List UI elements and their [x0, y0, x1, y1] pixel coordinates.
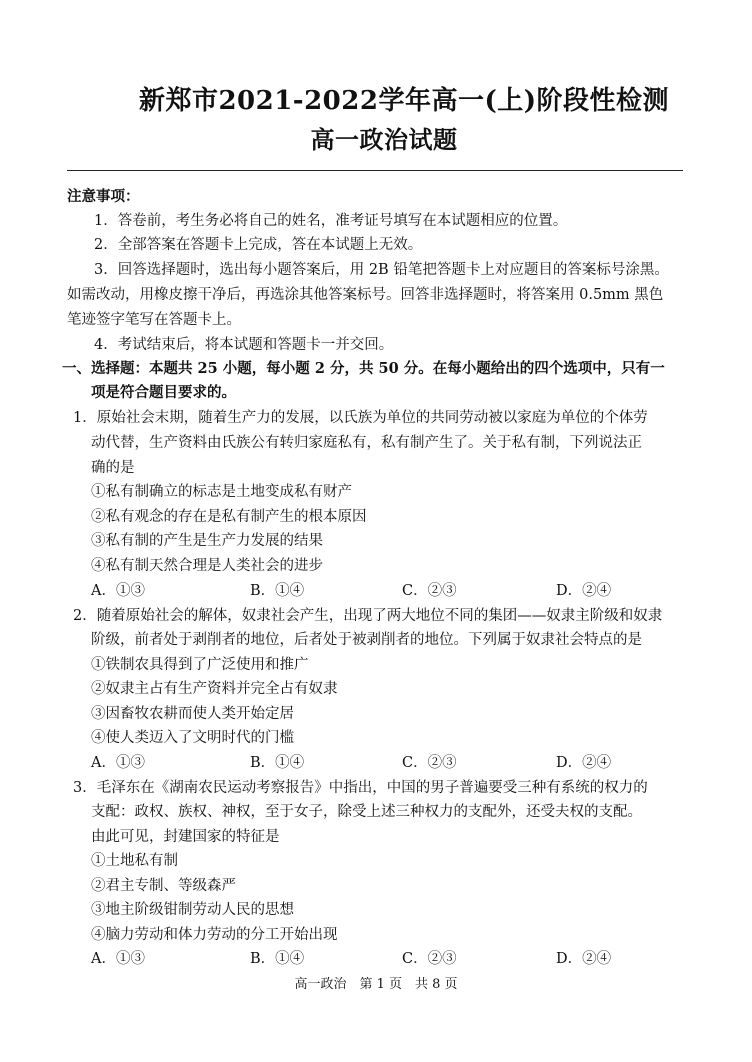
title-divider [67, 170, 683, 171]
page-footer: 高一政治 第 1 页 共 8 页 [294, 977, 458, 992]
question-1-option-b: B．①④ [250, 583, 305, 599]
question-1-stem-line-2: 动代替，生产资料由氏族公有转归家庭私有，私有制产生了。关于私有制，下列说法正 [91, 435, 642, 451]
question-2-option-b: B．①④ [250, 755, 305, 771]
question-3-statement-2: ②君主专制、等级森严 [91, 878, 236, 894]
question-2-statement-3: ③因畜牧农耕而使人类开始定居 [91, 706, 294, 722]
question-1-stem-line-1: 1．原始社会末期，随着生产力的发展，以氏族为单位的共同劳动被以家庭为单位的个体劳 [73, 410, 648, 426]
question-3-option-a: A．①③ [91, 951, 145, 967]
notes-item-4: 4．考试结束后，将本试题和答题卡一并交回。 [94, 337, 394, 353]
question-3-statement-3: ③地主阶级钳制劳动人民的思想 [91, 902, 294, 918]
question-2-stem-line-1: 2．随着原始社会的解体，奴隶社会产生，出现了两大地位不同的集团——奴隶主阶级和奴隶 [73, 608, 663, 624]
question-3-option-b: B．①④ [250, 951, 305, 967]
question-3-stem-line-3: 由此可见，封建国家的特征是 [91, 829, 280, 845]
question-2-option-d: D．②④ [556, 755, 612, 771]
question-1-statement-2: ②私有观念的存在是私有制产生的根本原因 [91, 509, 367, 525]
notes-item-1: 1．答卷前，考生务必将自己的姓名，准考证号填写在本试题相应的位置。 [94, 213, 568, 229]
question-3-stem-line-1: 3．毛泽东在《湖南农民运动考察报告》中指出，中国的男子普遍要受三种有系统的权力的 [73, 780, 648, 796]
notes-item-3-line-3: 笔迹签字笔写在答题卡上。 [67, 312, 241, 328]
notes-item-3-line-2: 如需改动，用橡皮擦干净后，再选涂其他答案标号。回答非选择题时，将答案用 0.5mm 黑色 [67, 287, 664, 303]
question-1-statement-4: ④私有制天然合理是人类社会的进步 [91, 558, 323, 574]
question-1-statement-1: ①私有制确立的标志是土地变成私有财产 [91, 484, 352, 500]
question-1-stem-line-3: 确的是 [91, 460, 135, 476]
section-heading-line-1: 一、选择题：本题共 25 小题，每小题 2 分，共 50 分。在每小题给出的四个选项中，只有一 [62, 360, 665, 377]
question-2-option-c: C．②③ [402, 755, 457, 771]
exam-subtitle: 高一政治试题 [310, 125, 458, 154]
question-1-option-d: D．②④ [556, 583, 612, 599]
question-1-statement-3: ③私有制的产生是生产力发展的结果 [91, 533, 323, 549]
question-3-option-c: C．②③ [402, 951, 457, 967]
question-2-option-a: A．①③ [91, 755, 145, 771]
question-2-stem-line-2: 阶级，前者处于剥削者的地位，后者处于被剥削者的地位。下列属于奴隶社会特点的是 [91, 632, 642, 648]
notes-item-3-line-1: 3．回答选择题时，选出每小题答案后，用 2B 铅笔把答题卡上对应题目的答案标号涂黑。 [94, 262, 669, 278]
question-3-option-d: D．②④ [556, 951, 612, 967]
question-1-option-a: A．①③ [91, 583, 145, 599]
exam-title: 新郑市2021-2022学年高一(上)阶段性检测 [138, 86, 670, 116]
question-3-stem-line-2: 支配：政权、族权、神权，至于女子，除受上述三种权力的支配外，还受夫权的支配。 [91, 804, 642, 820]
question-1-option-c: C．②③ [402, 583, 457, 599]
question-2-statement-4: ④使人类迈入了文明时代的门槛 [91, 730, 294, 746]
question-2-statement-1: ①铁制农具得到了广泛使用和推广 [91, 657, 309, 673]
notes-item-2: 2．全部答案在答题卡上完成，答在本试题上无效。 [94, 237, 423, 253]
notes-heading: 注意事项： [67, 188, 140, 205]
question-3-statement-4: ④脑力劳动和体力劳动的分工开始出现 [91, 927, 338, 943]
question-3-statement-1: ①土地私有制 [91, 853, 178, 869]
section-heading-line-2: 项是符合题目要求的。 [91, 384, 236, 401]
question-2-statement-2: ②奴隶主占有生产资料并完全占有奴隶 [91, 681, 338, 697]
